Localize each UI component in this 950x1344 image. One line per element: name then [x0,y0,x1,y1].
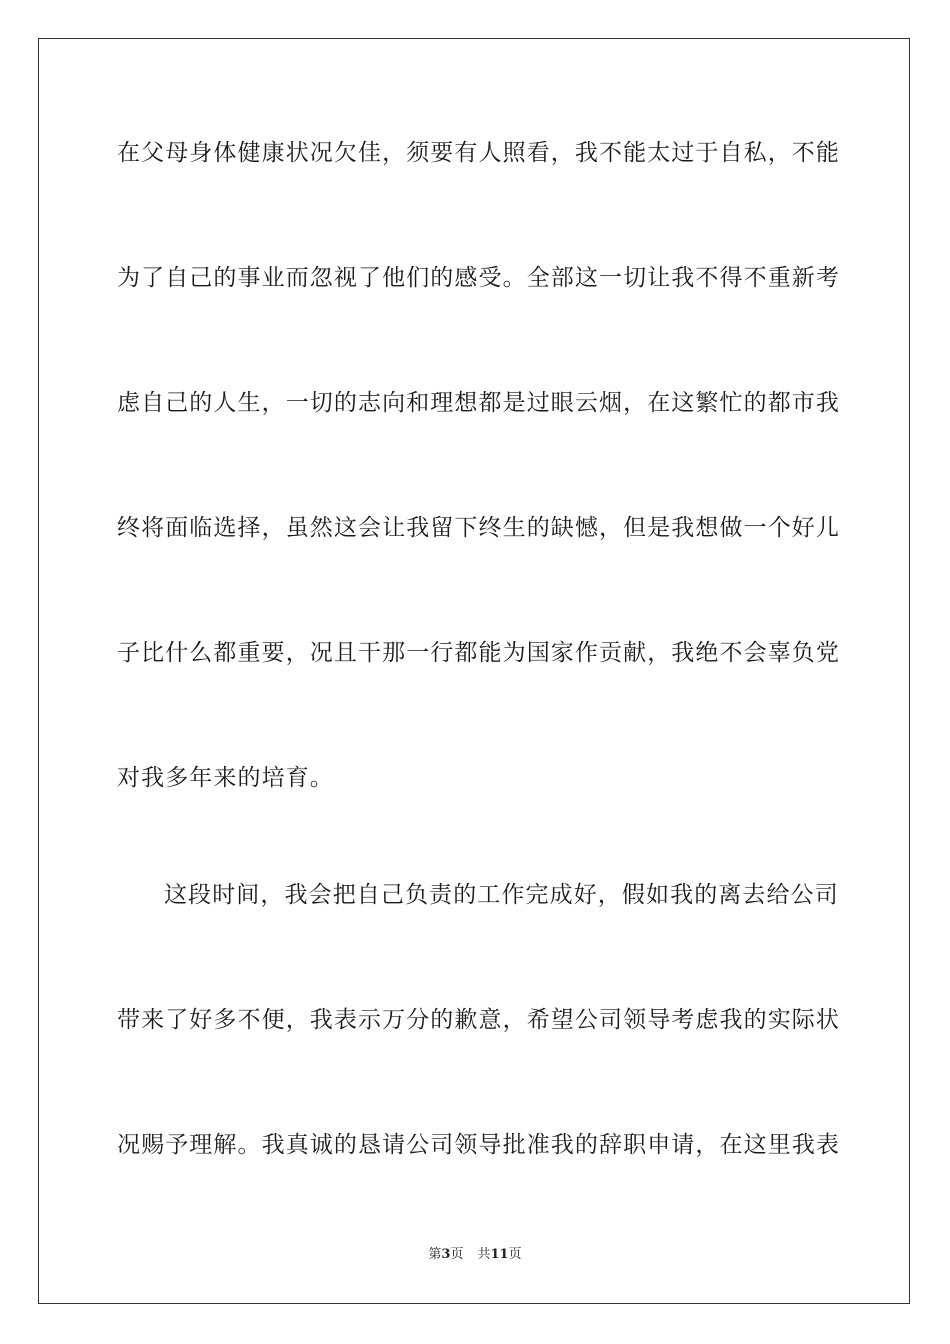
total-label-prefix: 共 [477,1247,491,1262]
body-text-line: 虑自己的人生，一切的志向和理想都是过眼云烟，在这繁忙的都市我 [117,390,840,416]
page-number: 3 [441,1247,451,1262]
body-text-line: 在父母身体健康状况欠佳，须要有人照看，我不能太过于自私，不能 [117,140,840,166]
total-pages: 11 [490,1247,509,1262]
paragraph-first-line: 这段时间，我会把自己负责的工作完成好，假如我的离去给公司 [164,882,839,908]
body-text-line: 子比什么都重要，况且干那一行都能为国家作贡献，我绝不会辜负党 [117,640,840,666]
page-border [38,38,910,1304]
body-text-line: 终将面临选择，虽然这会让我留下终生的缺憾，但是我想做一个好儿 [117,515,840,541]
page-label-suffix: 页 [450,1247,464,1262]
body-text-line: 带来了好多不便，我表示万分的歉意，希望公司领导考虑我的实际状 [117,1007,840,1033]
page-footer [0,1246,950,1264]
body-text-line: 为了自己的事业而忽视了他们的感受。全部这一切让我不得不重新考 [117,265,840,291]
total-label-suffix: 页 [508,1247,522,1262]
page-label-prefix: 第 [428,1247,442,1262]
body-text-line: 况赐予理解。我真诚的恳请公司领导批准我的辞职申请，在这里我表 [117,1132,840,1158]
body-text-line: 对我多年来的培育。 [117,765,334,791]
